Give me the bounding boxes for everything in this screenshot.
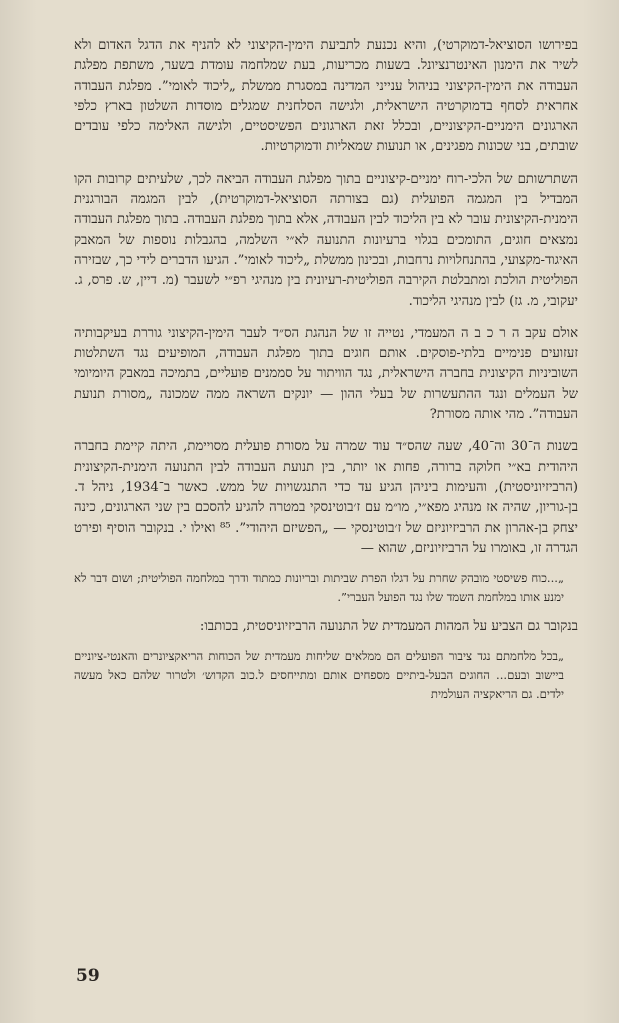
block-quote-2: „בכל מלחמתם נגד ציבור הפועלים הם ממלאים שליחות מעמדית של הכוחות הריאקציונרים והאנטי-ציוניים ביישוב ובעם... החוגים הבעל-ביתיים מספחים אותם ומתייחסים ל.כוב הקדוש׳ ולטרור שלהם כאל מעשה ילדים. גם הריאקציה העולמית (74, 649, 564, 702)
page-text (74, 36, 578, 704)
block-quote-1: „...כוח פשיסטי מובהק שחרת על דגלו הפרת שביתות ובריונות כמתוד ודרך במלחמה הפוליטית; ושום דבר לא ימנע אותו במלחמת השמד שלו נגד הפועל העברי”. (74, 571, 564, 605)
paragraph-3: אולם עקב ה ר כ ב ה המעמדי, נטייה זו של הנהגת הס״ד לעבר הימין-הקיצוני גוררת בעיקבותיה זעזועים פנימיים בלתי-פוסקים. אותם חוגים בתוך מפלגת העבודה, המופיעים נגד השתלטות השוביניות הקיצונית בחברה הישראלית, נגד הוויתור על סממנים פועליים, בתמיכה במאבק היומיומי של העמלים ונגד ההתעשרות של בעלי ההון — יונקים השראה ממה שמכונה „מסורת תנועת העבודה”. מהי אותה מסורת? (74, 325, 578, 423)
paragraph-1: בפירושו הסוציאל-דמוקרטי), והיא נכנעת לתביעת הימין-הקיצוני לא להניף את הדגל האדום ולא לשיר את הימנון האינטרנציונל. בשעות מכריעות, בעת שמלחמה עומדת בשער, משתפת מפלגת העבודה את הימין-הקיצוני בניהול ענייני המדינה במסגרת ממשלת „ליכוד לאומי”. מפלגת העבודה אחראית לסחף בדמוקרטיה הישראלית, ולגישה הסלחנית שמגלים מוסדות השלטון בארץ כלפי הארגונים הימניים-הקיצוניים, ובכלל זאת הארגונים הפשיסטיים, ולגישה האלימה כלפי עובדים שובתים, בני שכונות מפגינים, או תנועות שמאליות ודמוקרטיות. (74, 38, 578, 155)
paragraph-5: בנקובר גם הצביע על המהות המעמדית של התנועה הרביזיוניסטית, בכותבו: (199, 619, 578, 635)
page-number: 59 (76, 966, 100, 986)
paragraph-2: השתרשותם של הלכי-רוח ימניים-קיצוניים בתוך מפלגת העבודה הביאה לכך, שלעיתים קרובות הקו המבדיל בין המגמה הפועלית (גם בצורתה הסוציאל-דמוקרטית), לבין המגמה הבורגנית הימנית-הקיצונית עובר לא בין הליכוד לבין העבודה, אלא בתוך מפלגת העבודה. בתוך מפלגת העבודה נמצאים חוגים, התומכים בגלוי ברעיונות התנועה לא״י השלמה, בהגבלות נוספות של המאבק האיגוד-מקצועי, בהתנחלויות נרחבות, ובכינון ממשלת „ליכוד לאומי”. הגיעו הדברים לידי כך, שבזירה הפוליטית הולכת ומתבלטת הקירבה הפוליטית-רעיונית בין מנהיגי רפ״י לשעבר (מ. דיין, ש. פרס, ג. יעקובי, מ. גז) לבין מנהיגי הליכוד. (74, 171, 578, 309)
paragraph-4: בשנות ה־30 וה־40, שעה שהס״ד עוד שמרה על מסורת פועלית מסויימת, היתה קיימת בחברה היהודית בא״י חלוקה ברורה, פחות או יותר, בין תנועת העבודה לבין התנועה הימנית-הקיצונית (הרביזיוניסטית), והעימות ביניהן הגיע עד כדי התנגשויות של ממש. כאשר ב־1934, ניהל ד. בן-גוריון, שהיה אז מנהיג מפא״י, מו״מ עם ז׳בוטינסקי במטרה להגיע להסכם בין שני הארגונים, כינה יצחק בן-אהרון את הרביזיוניזם של ז׳בוטינסקי — „הפשיזם היהודי”. ⁸⁵ ואילו י. בנקובר הוסיף ופירט הגדרה זו, באומרו על הרביזיוניזם, שהוא — (74, 439, 578, 556)
